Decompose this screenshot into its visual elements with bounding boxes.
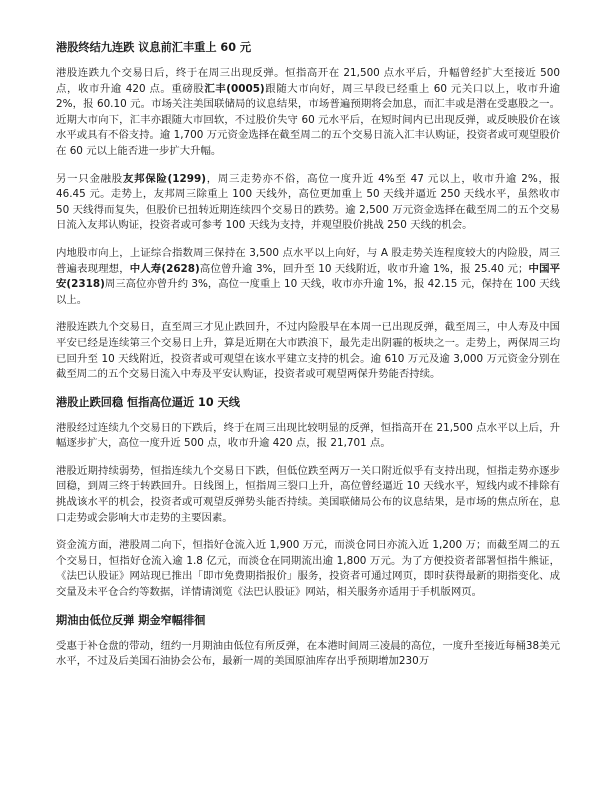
- text-run: 资金流方面，港股周二向下，恒指好仓流入近 1,900 万元，而淡仓同日亦流入近 1,200 万；而截至周二的五个交易日，恒指好仓流入逾 1.8 亿元，而淡仓在同期流出逾 1,800 万元。为了方便投资者部署恒指牛熊证，《法巴认股证》网站现已推出「即市免费期指报价」服务，投资者可通过网页，即时获得最新的期指变化、成交量及未平仓合约等数据，详情请浏览《法巴认股证》网站，相关服务亦适用于手机版网页。: [56, 539, 560, 599]
- paragraph: [56, 639, 560, 670]
- text-run: 受惠于补仓盘的带动，纽约一月期油由低位有所反弹，在本港时间周三凌晨的高位，一度升至接近每桶38美元水平，不过及后美国石油协会公布，最新一周的美国原油库存出乎预期增加230万: [56, 639, 560, 668]
- text-run: 跟随大市向好，周三早段已经重上 60 元关口以上，收市升逾 2%，报 60.10 元。市场关注美国联储局的议息结果，市场普遍预期将会加息，而汇丰或是潜在受惠股之一。近期大市向下，汇丰亦跟随大市回软，不过股价失守 60 元水平后，在短时间内已出现反弹，或反映股价在该水平或具有不俗支持。逾 1,700 万元资金选择在截至周二的五个交易日流入汇丰认购证，投资者或可观望股价在 60 元以上能否进一步扩大升幅。: [56, 82, 561, 157]
- paragraph: [56, 246, 560, 308]
- text-run: 港股近期持续弱势，恒指连续九个交易日下跌，但低位跌至两万一关口附近似乎有支持出现，恒指走势亦逐步回稳，到周三终于转跌回升。日线图上，恒指周三裂口上升，高位曾经逼近 10 天线水平，短线内或不排除有挑战该水平的机会，投资者或可观望反弹势头能否持续。美国联储局公布的议息结果，是市场的焦点所在，息口走势或会影响大市走势的主要因素。: [56, 464, 560, 524]
- stock-name: 中国平安(2318): [56, 262, 561, 291]
- stock-name: 汇丰(0005): [204, 82, 265, 95]
- section-title: 港股止跌回稳 恒指高位逼近 10 天线: [56, 395, 240, 409]
- text-run: ，周三走势亦不俗，高位一度升近 4%至 47 元以上，收市升逾 2%，报 46.45 元。走势上，友邦周三除重上 100 天线外，高位更加重上 50 天线并逼近 250 天线水平，虽然收市 50 天线得而复失，但股价已扭转近期连续四个交易日的跌势。逾 2,500 万元资金选择在截至周二的五个交易日流入友邦认购证，投资者或可参考 100 天线为支持，并观望股价挑战 250 天线的机会。: [56, 172, 561, 232]
- stock-name: 友邦保险(1299): [122, 172, 206, 185]
- paragraph: [56, 421, 560, 452]
- text-run: 港股连跌九个交易日后，终于在周三出现反弹。恒指高开在 21,500 点水平后，升幅曾经扩大至接近 500 点，收市升逾 420 点。重磅股: [56, 67, 560, 95]
- text-run: 港股经过连续九个交易日的下跌后，终于在周三出现比较明显的反弹，恒指高开在 21,500 点水平以上后，升幅逐步扩大，高位一度升近 500 点，收市升逾 420 点，报 21,701 点。: [56, 421, 560, 450]
- section-title: 期油由低位反弹 期金窄幅徘徊: [56, 613, 206, 627]
- paragraph: [56, 66, 560, 160]
- paragraph: [56, 464, 560, 526]
- text-run: 内地股市向上，上证综合指数周三保持在 3,500 点水平以上向好，与 A 股走势关连程度较大的内险股，周三普遍表现理想，: [56, 246, 560, 275]
- stock-name: 中人寿(2628): [129, 262, 200, 275]
- text-run: 港股连跌九个交易日，直至周三才见止跌回升，不过内险股早在本周一已出现反弹，截至周三，中人寿及中国平安已经是连续第三个交易日上升，算是近期在大市跌浪下，最先走出阴霾的板块之一。走势上，两保周三均已回升至 10 天线附近，投资者或可观望在该水平建立支持的机会。逾 610 万元及逾 3,000 万元资金分别在截至周二的五个交易日流入中寿及平安认购证，投资者或可观望两保升势能否持续。: [56, 321, 560, 381]
- paragraph: [56, 172, 560, 234]
- paragraph: [56, 538, 560, 600]
- text-run: 另一只金融股: [56, 172, 123, 185]
- text-run: 高位曾升逾 3%，回升至 10 天线附近，收市升逾 1%，报 25.40 元；: [199, 262, 529, 275]
- section-title: 港股终结九连跌 议息前汇丰重上 60 元: [56, 41, 252, 54]
- paragraph: [56, 320, 560, 382]
- text-run: 周三高位亦曾升约 3%，高位一度重上 10 天线，收市亦升逾 1%，报 42.15 元，保持在 100 天线以上。: [56, 278, 560, 306]
